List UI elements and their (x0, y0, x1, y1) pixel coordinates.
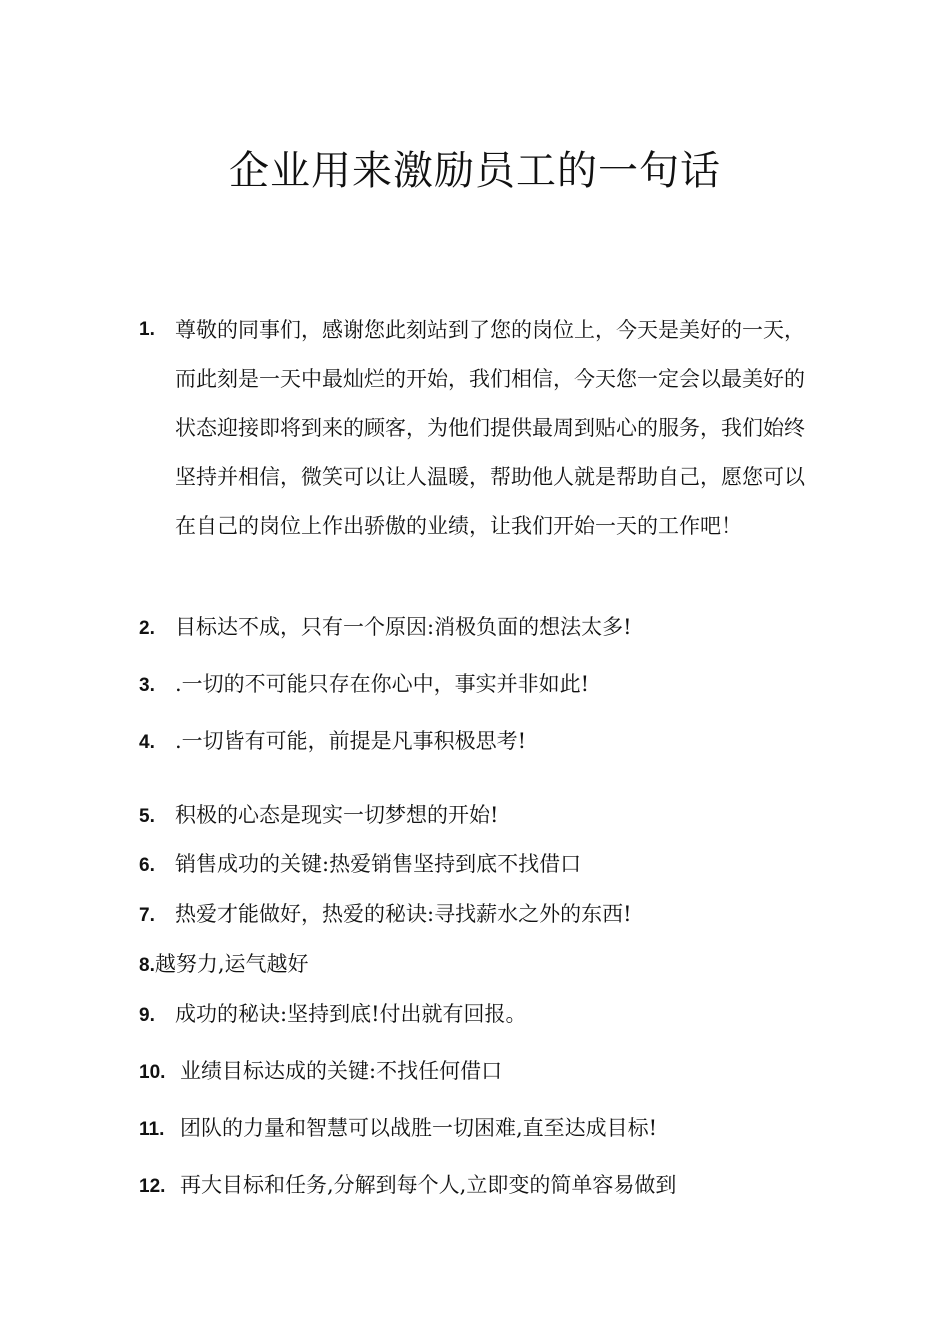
item-number: 9. (139, 1005, 155, 1026)
item-number: 11. (139, 1119, 165, 1140)
item-text: 成功的秘诀:坚持到底!付出就有回报。 (175, 1002, 527, 1026)
item-number: 1. (139, 319, 155, 340)
item-text: 业绩目标达成的关键:不找任何借口 (180, 1059, 503, 1083)
item-text: 尊敬的同事们，感谢您此刻站到了您的岗位上，今天是美好的一天，而此刻是一天中最灿烂的开始，我们相信，今天您一定会以最美好的状态迎接即将到来的顾客，为他们提供最周到贴心的服务，我们始终坚持并相信，微笑可以让人温暖，帮助他人就是帮助自己，愿您可以在自己的岗位上作出骄傲的业绩，让我们开始一天的工作吧！ (175, 318, 805, 538)
item-number: 5. (139, 806, 155, 827)
list-item-8 (139, 950, 309, 980)
item-text: 目标达不成，只有一个原因:消极负面的想法太多! (175, 615, 632, 639)
page-title: 企业用来激励员工的一句话 (229, 148, 721, 194)
item-text: .一切的不可能只存在你心中，事实并非如此! (175, 672, 590, 696)
item-number: 12. (139, 1176, 166, 1197)
item-number: 8. (139, 955, 155, 976)
item-number: 10. (139, 1062, 166, 1083)
item-number: 3. (139, 675, 155, 696)
item-text: 团队的力量和智慧可以战胜一切困难,直至达成目标! (180, 1116, 658, 1140)
item-text: 再大目标和任务,分解到每个人,立即变的简单容易做到 (180, 1173, 677, 1197)
item-text: .一切皆有可能，前提是凡事积极思考! (175, 729, 527, 753)
item-number: 7. (139, 905, 155, 926)
item-number: 2. (139, 618, 155, 639)
item-text: 越努力,运气越好 (154, 952, 309, 976)
item-text: 销售成功的关键:热爱销售坚持到底不找借口 (175, 852, 582, 876)
item-text: 积极的心态是现实一切梦想的开始! (175, 803, 499, 827)
item-text: 热爱才能做好，热爱的秘诀:寻找薪水之外的东西! (175, 902, 632, 926)
item-number: 6. (139, 855, 155, 876)
item-number: 4. (139, 732, 155, 753)
